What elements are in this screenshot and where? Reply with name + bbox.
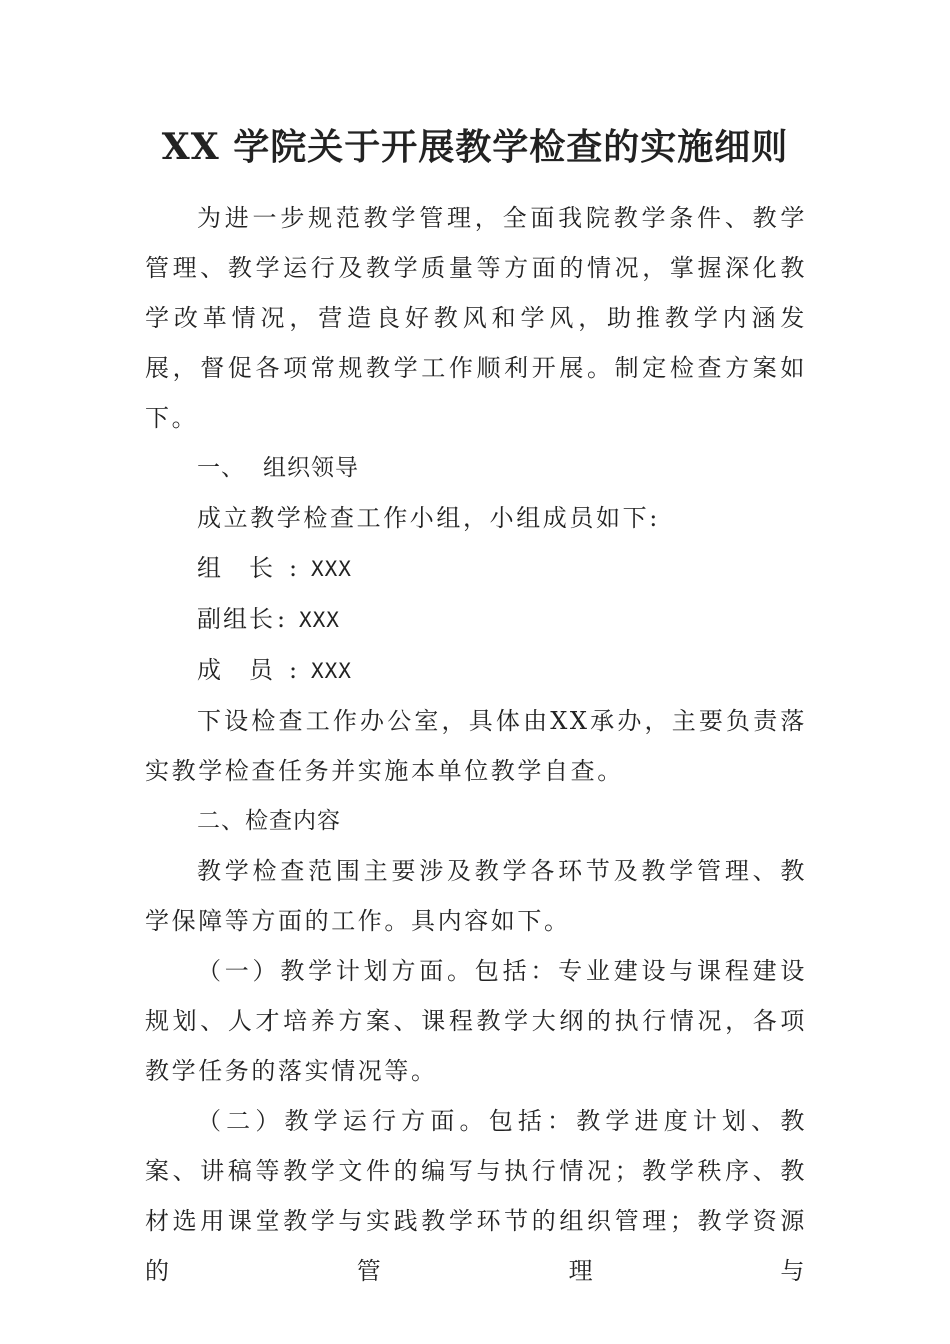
member-label: 成 员 — [197, 656, 275, 684]
member-row-leader — [145, 543, 807, 594]
content-intro-paragraph: 教学检查范围主要涉及教学各环节及教学管理、教学保障等方面的工作。具内容如下。 — [145, 857, 807, 935]
section-title: 组织领导 — [263, 455, 359, 481]
member-row-member — [145, 645, 807, 696]
member-colon: : — [288, 656, 298, 684]
document-body — [145, 193, 807, 1296]
member-colon: : — [276, 605, 286, 633]
member-value: XXX — [311, 659, 352, 683]
item-operation-paragraph: （二）教学运行方面。包括：教学进度计划、教案、讲稿等教学文件的编写与执行情况；教学秩序、教材选用课堂教学与实践教学环节的组织管理；教学资源的管理与 — [145, 1107, 807, 1285]
member-colon: : — [288, 554, 298, 582]
section-number: 一、 — [197, 455, 245, 481]
document-title: XX 学院关于开展教学检查的实施细则 — [161, 126, 789, 168]
member-label: 副组长 — [197, 605, 275, 633]
section-heading-content: 二、检查内容 — [197, 808, 341, 834]
section-heading-organization — [145, 443, 807, 493]
office-paragraph: 下设检查工作办公室，具体由XX承办，主要负责落实教学检查任务并实施本单位教学自查。 — [145, 707, 807, 785]
member-label: 组 长 — [197, 554, 275, 582]
member-value: XXX — [311, 557, 352, 581]
member-value: XXX — [299, 608, 340, 632]
member-row-deputy — [145, 594, 807, 645]
intro-paragraph: 为进一步规范教学管理，全面我院教学条件、教学管理、教学运行及教学质量等方面的情况，掌握深化教学改革情况，营造良好教风和学风，助推教学内涵发展，督促各项常规教学工作顺利开展。制定检查方案如下。 — [145, 204, 807, 432]
team-intro-line: 成立教学检查工作小组，小组成员如下: — [197, 504, 660, 532]
item-plan-paragraph: （一）教学计划方面。包括：专业建设与课程建设规划、人才培养方案、课程教学大纲的执行情况，各项教学任务的落实情况等。 — [145, 957, 807, 1085]
